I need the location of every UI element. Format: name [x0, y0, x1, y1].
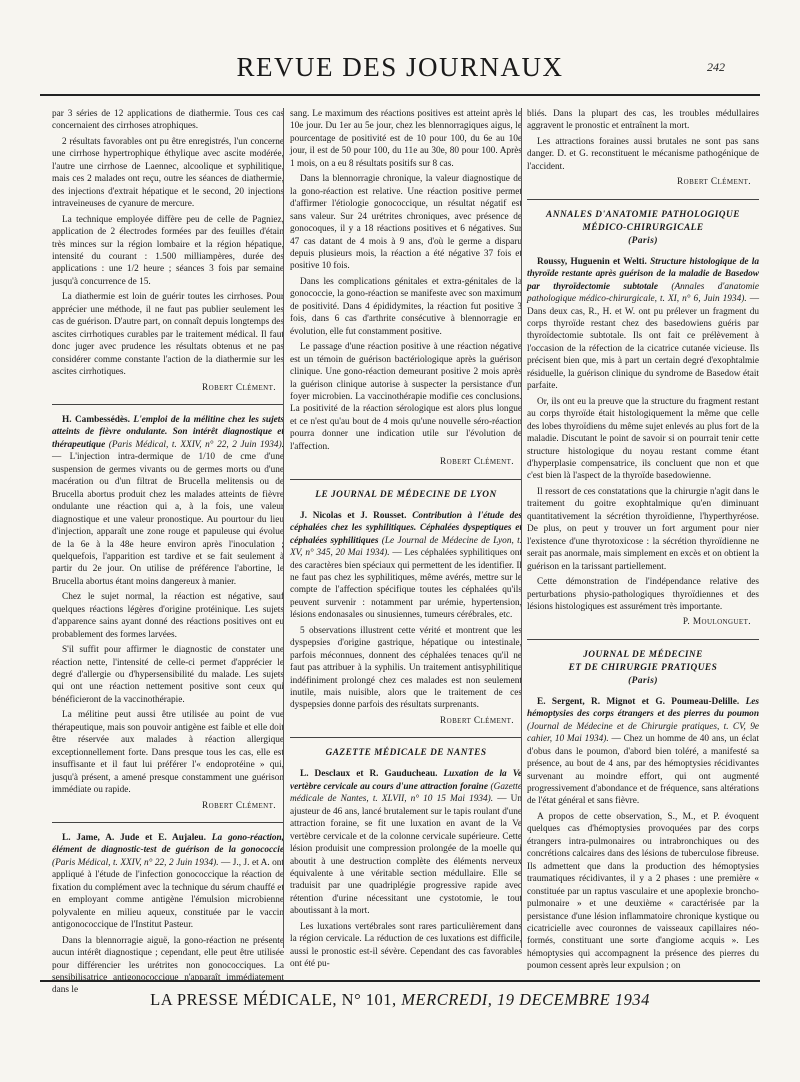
entry-authors: H. Cambessédès. — [62, 414, 130, 425]
entry-title: Luxation de la Ve vertèbre cervicale au cours d'une attraction foraine — [290, 769, 522, 792]
paragraph: Dans les complications génitales et extra-génitales de la gonococcie, la gono-réaction se manifeste avec son maximum de positivité. Dans 4 épididymites, la réaction fut positive 3 fois, dans 6 cas d'arthrite consécutive à blennorragie en évolution, elle fut constamment positive. — [290, 276, 522, 337]
paragraph: La mélitine peut aussi être utilisée au point de vue thérapeutique, mais son pouvoir antigène est faible et elle doit être réservée aux malades à réaction allergique exceptionnellement forte. Dans presque tous les cas, elle est insuffisante et il faut lui préférer l'« endoprotéine » qui, jusqu'à présent, a amené presque constamment une guérison immédiate ou rapide. — [52, 710, 284, 796]
paragraph: Or, ils ont eu la preuve que la structure du fragment restant au corps thyroïde était histologiquement la même que celle des lobes thyroïdiens du même sujet enlevés au plus fort de la maladie. Discutant le point de savoir si on pourrait tenir cette structure histologique du noyau restant comme étant d'hyperplasie compensatrice, ils concluent que non et que c'est bien là l'aspect de la thyroïde basedowienne. — [527, 396, 759, 482]
journal-heading — [290, 747, 522, 760]
entry-source: (Annales d'anatomie pathologique médico-chirurgicale, t. XI, n° 6, Juin 1934). — [527, 281, 759, 305]
abstract-entry — [52, 414, 284, 588]
entry-body: — Les céphalées syphilitiques ont des caractères bien spéciaux qui permettent de les identifier. Il ne faut pas chez les syphilitiques, même avérés, mettre sur le compte de l'affection spécifique toutes les céphalées qu'ils peuvent survenir : notamment par urémie, hypertension, lésions endonasales ou sinusiennes, tumeurs cérébrales, etc. — [290, 548, 522, 621]
journal-heading-line: GAZETTE MÉDICALE DE NANTES — [325, 748, 487, 759]
abstract-entry — [290, 768, 522, 917]
entry-authors: J. Nicolas et J. Rousset. — [300, 510, 407, 521]
paragraph: Il ressort de ces constatations que la chirurgie n'agit dans le traitement du goitre exophtalmique qu'en diminuant quantitativement la sécrétion thyroïdienne, l'hyperthyréose. De plus, on peut y trouver un fort argument pour nier l'existence d'une thyrotoxicose : la sécrétion thyroïdienne ne serait pas anormale, mais simplement en excès et on obtient la guérison en la tarissant partiellement. — [527, 486, 759, 572]
abstract-entry — [527, 696, 759, 808]
entry-source: (Paris Médical, t. XXIV, n° 22, 2 Juin 1934). — [52, 857, 219, 868]
journal-heading-line: (Paris) — [628, 675, 658, 686]
entry-body: — L'injection intra-dermique de 1/10 de cme d'une suspension de germes vivants ou de germes morts ou d'une macération ou d'un filtrat de Brucella melitensis ou de Brucella abortus produit chez les malades atteints de fièvre ondulante une réaction qui a, à la fois, une valeur diagnostique et une valeur pronostique. Au pourtour du lieu d'injection, apparaît une zone rouge et papuleuse qui évolue de la 6e à la 48e heure environ après l'inoculation ; quelquefois, l'apparition est tardive et se fait seulement à partir du 2e jour. On utilise de préférence l'abortine, le Brucella abortus étant moins dangereux à manier. — [52, 452, 284, 587]
entry-source: (Le Journal de Médecine de Lyon, t. XV, n° 345, 20 Mai 1934). — [290, 535, 522, 559]
paragraph: Dans la blennorragie aiguë, la gono-réaction ne présente aucun intérêt diagnostique ; cependant, elle peut être utilisée pour différencier les urétrites non gonococciques. La sensibilisatrice antigonococcique n'apparaît immédiatement dans le — [52, 935, 284, 996]
journal-heading — [527, 209, 759, 248]
header-rule — [40, 94, 760, 96]
entry-source: (Gazette médicale de Nantes, t. XLVII, n° 10 15 Mai 1934). — [290, 781, 523, 805]
signature: Robert Clément. — [440, 457, 514, 468]
paragraph: Cette démonstration de l'indépendance relative des perturbations physio-pathologiques thyroïdiennes et des lésions histologiques est assurément très importante. — [527, 577, 759, 612]
running-header-title: REVUE DES JOURNAUX — [236, 52, 564, 82]
column-right — [527, 108, 760, 972]
section-separator — [290, 737, 522, 738]
signature: P. Moulonguet. — [682, 617, 751, 628]
journal-heading-line: JOURNAL DE MÉDECINE — [583, 649, 703, 660]
entry-title: Structure histologique de la thyroïde restante après guérison de la maladie de Basedow par thyroïdectomie subtotale — [527, 256, 760, 292]
column-divider — [521, 108, 522, 948]
page-footer — [0, 990, 800, 1010]
paragraph: Chez le sujet normal, la réaction est négative, sauf quelques réactions légères d'origine protéinique. Les sujets d'apparence sains ayant donné des réactions positives ont eu probablement des formes larvées. — [52, 592, 284, 640]
entry-title: La gono-réaction, élément de diagnostic-test de guérison de la gonococcie — [52, 833, 285, 856]
footer-date: MERCREDI, 19 DECEMBRE 1934 — [401, 990, 650, 1009]
signature: Robert Clément. — [677, 177, 751, 188]
entry-title: L'emploi de la mélitine chez les sujets atteints de fièvre ondulante. Son intérêt diagnostique et thérapeutique — [52, 414, 285, 450]
footer-journal: LA PRESSE MÉDICALE, N° 101, — [150, 990, 397, 1009]
paragraph: 2 résultats favorables ont pu être enregistrés, l'un concerne une cirrhose hypertrophique éthylique avec ascite modérée, l'autre une cirrhose de Laennec, alcoolique et syphilitique, mais ces 2 malades ont reçu, outre les séances de diathermie, des injections d'extrait hépatique et le second, 20 injections intraveineuses de cyanure de mercure. — [52, 136, 284, 210]
journal-heading-line: ET DE CHIRURGIE PRATIQUES — [568, 662, 718, 673]
entry-body: — J., J. et A. ont appliqué à l'étude de l'infection gonococcique la réaction de fixation du complément avec la technique du sérum chauffé et en employant comme antigène l'émulsion microbienne polyvalente en milieu aqueux, constituée par le vaccin antigonococcique de l'Institut Pasteur. — [52, 857, 284, 931]
entry-authors: L. Desclaux et R. Gauducheau. — [300, 769, 438, 780]
signature: Robert Clément. — [440, 715, 514, 726]
journal-heading — [527, 649, 759, 688]
section-separator — [527, 639, 759, 640]
abstract-entry — [52, 832, 284, 932]
section-separator — [527, 199, 759, 200]
paragraph: Le passage d'une réaction positive à une réaction négative est un témoin de guérison bactériologique après la guérison clinique. Une gono-réaction demeurant positive 2 mois après la guérison clinique autorise à suspecter la persistance d'un foyer microbien. La vaccinothérapie modifie ces conclusions. La positivité de la réaction sérologique est alors plus longue et ce n'est qu'au bout de 4 mois qu'une nouvelle séro-réaction pourra donner une indication utile sur l'évolution de l'affection. — [290, 342, 522, 452]
paragraph: Les luxations vertébrales sont rares particulièrement dans la région cervicale. La réduction de ces luxations est difficile, aussi le pronostic est-il sévère. Cependant des cas favorables ont été pu- — [290, 921, 522, 970]
footer-rule — [40, 980, 760, 982]
entry-title: Contribution à l'étude des céphalées chez les syphilitiques. Céphalées dyspeptiques et céphalées syphilitiques — [290, 510, 522, 546]
entry-body: — Un ajusteur de 46 ans, lancé brutalement sur le tapis roulant d'une attraction foraine, se fit une luxation en avant de la Ve vertèbre cervicale et de la colonne cervicale supérieure. Cette lésion produisit une compression prolongée de la moelle qui aboutit à une destruction complète des éléments nerveux équivalente à une véritable section médullaire. Elle se traduisit par une quadriplégie progressive rapide avec rétention d'urine nécessitant une cystotomie, le tout aboutissant à la mort. — [290, 794, 522, 917]
paragraph: Les attractions foraines aussi brutales ne sont pas sans danger. D. et G. reconstituent le mécanisme pathogénique de l'accident. — [527, 136, 759, 172]
paragraph: S'il suffit pour affirmer le diagnostic de constater une réaction nette, l'intensité de celle-ci permet d'apprécier le degré d'allergie ou d'hypersensibilité du malade. Les sujets qui ont une réaction nettement positive sont ceux qui bénéficieront de la vaccinothérapie. — [52, 645, 284, 705]
abstract-entry — [527, 256, 759, 393]
journal-heading-line: MÉDICO-CHIRURGICALE — [582, 222, 704, 233]
column-left — [52, 108, 285, 996]
page-number: 242 — [707, 60, 725, 74]
entry-title: Les hémoptysies des corps étrangers et des pierres du poumon — [527, 696, 759, 720]
section-separator — [290, 479, 522, 480]
section-separator — [52, 822, 284, 823]
abstract-entry — [290, 510, 522, 622]
column-middle — [290, 108, 523, 970]
paragraph: La diathermie est loin de guérir toutes les cirrhoses. Pour apprécier une méthode, il ne faut pas publier seulement les cas de guérison. D'autre part, on connaît depuis longtemps des ascites cirrhotiques curables par le traitement médical. Il faut donc juger avec prudence les résultats obtenus et ne pas considérer comme constante l'action de la diathermie sur les ascites cirrhotiques. — [52, 292, 284, 378]
entry-body: — Chez un homme de 40 ans, un éclat d'obus dans le poumon, d'abord bien toléré, a manifesté sa présence, au bout de 4 ans, par des hémoptysies récidivantes survenant au moindre effort, qui ont augmenté progressivement d'abondance et de fréquence, sans altérations de l'état général et sans fièvre. — [527, 734, 759, 807]
paragraph: par 3 séries de 12 applications de diathermie. Tous ces cas concernaient des cirrhoses atrophiques. — [52, 109, 284, 132]
paragraph: bliés. Dans la plupart des cas, les troubles médullaires aggravent le pronostic et entraînent la mort. — [527, 109, 759, 132]
paragraph: A propos de cette observation, S., M., et P. évoquent quelques cas d'hémoptysies provoquées par des corps étrangers intra-pulmonaires ou intrabronchiques ou des concrétions calcaires dans des lésions de tuberculose fibreuse. Ils admettent que dans la production des hémoptysies traumatiques récidivantes, il y a 2 phases : une première « constituée par un raptus vasculaire et une apoplexie broncho-pulmonaire » et une deuxième « caractérisée par la persistance d'une lésion inflammatoire chronique kystique ou cicatricielle avec couronnes de vaisseaux capillaires néo-formés, constituant une sorte d'angiome acquis ». Les hémoptysies qui accompagnent la présence des pierres du poumon cessent après leur expulsion ; on — [527, 811, 759, 972]
entry-source: (Paris Médical, t. XXIV, n° 22, 2 Juin 1934). — [108, 439, 284, 450]
entry-authors: Roussy, Huguenin et Welti. — [537, 256, 647, 267]
paragraph: 5 observations illustrent cette vérité et montrent que les dyspepsies d'origine gastrique, hépatique ou intestinale, parfois méconnues, donnent des céphalées tenaces qu'il ne faut pas attribuer à la syphilis. Un traitement antisyphilitique indéfiniment prolongé chez ces malades est non seulement inutile, mais nuisible, alors que le traitement de ces dyspepsies donne parfois des résultats surprenants. — [290, 625, 522, 711]
journal-heading-line: LE JOURNAL DE MÉDECINE DE LYON — [315, 489, 497, 500]
column-divider — [283, 108, 284, 948]
signature: Robert Clément. — [202, 800, 276, 811]
entry-source: (Journal de Médecine et de Chirurgie pratiques, t. CV, 9e cahier, 10 Mai 1934). — [527, 721, 759, 745]
journal-heading-line: (Paris) — [628, 235, 658, 246]
entry-authors: E. Sergent, R. Mignot et G. Poumeau-Delille. — [537, 696, 740, 707]
paragraph: sang. Le maximum des réactions positives est atteint après le 10e jour. Du 1er au 5e jour, chez les blennorragiques aigus, le pourcentage de positivité est de 10 pour 100, du 6e au 10e jour, il est de 50 pour 100, du 11e au 30e, 80 pour 100. Après 1 mois, on a eu 8 résultats positifs sur 8 cas. — [290, 109, 522, 169]
signature: Robert Clément. — [202, 382, 276, 393]
paragraph: Dans la blennorragie chronique, la valeur diagnostique de la gono-réaction est relative. Une réaction positive permet d'affirmer l'étiologie gonococcique, un résultat négatif est sans valeur. Sur 24 urétrites chroniques, avec présence de gonocoques, il y a 18 réactions positives et 6 négatives. Sur 47 cas datant de 4 mois à 9 ans, d'où le germe a disparu depuis plusieurs mois, la réaction a été négative 37 fois et positive 10 fois. — [290, 174, 522, 272]
journal-heading-line: ANNALES D'ANATOMIE PATHOLOGIQUE — [546, 209, 740, 220]
entry-authors: L. Jame, A. Jude et E. Aujaleu. — [62, 833, 206, 844]
section-separator — [52, 404, 284, 405]
entry-body: — Dans deux cas, R., H. et W. ont pu prélever un fragment du corps thyroïde restant chez des basedowiens guéris par thyroïdectomie subtotale. Ils ont fait ce prélèvement à l'occasion de la réfection de la cicatrice cutanée vicieuse. Ils précisent bien que, mis à part un certain degré d'exophtalmie résiduelle, la guérison clinique du syndrome de Basedow était parfaite. — [527, 294, 760, 392]
paragraph: La technique employée diffère peu de celle de Pagniez, application de 2 électrodes formées par des feuilles d'étain très minces sur la région lombaire et la région hépatique, intensité du courant : 1.500 milliampères, durée des applications : une 1/2 heure ; séances 3 fois par semaine jusqu'à concurrence de 15. — [52, 214, 284, 287]
journal-heading — [290, 489, 522, 502]
